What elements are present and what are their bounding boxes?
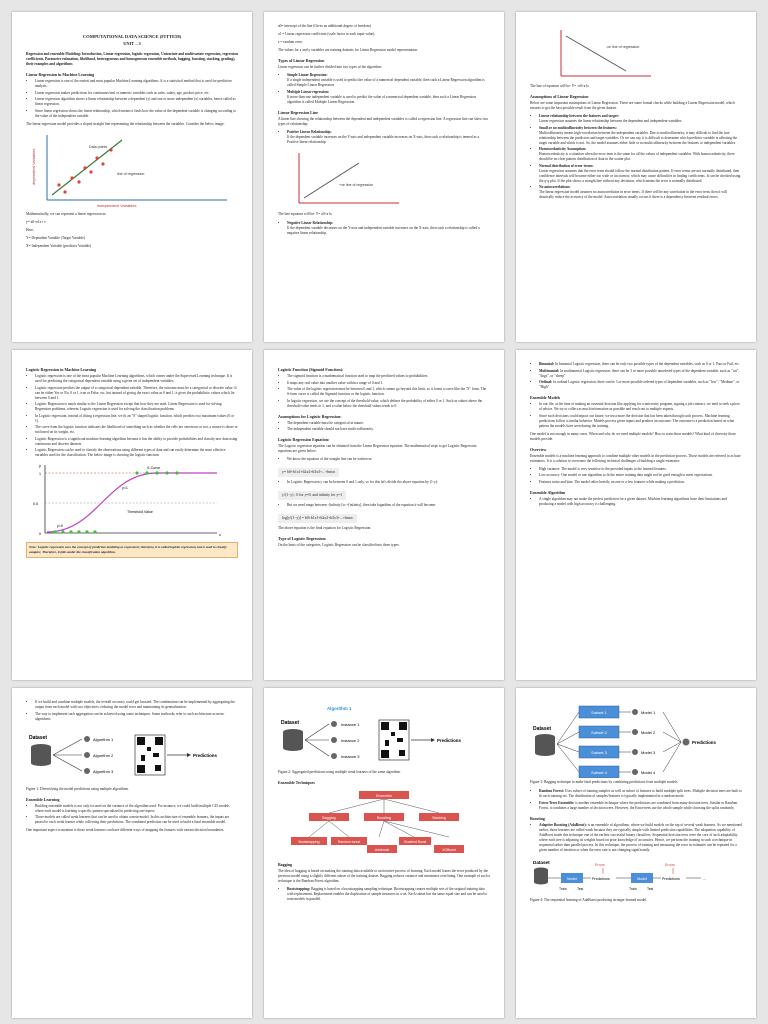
formula: log[y/(1−y)] = b0+b1x1+b2x2+b3x3+...+bnxn: [278, 514, 357, 523]
paragraph: Ensemble models is a machine learning approach to combine multiple other models in the prediction process. Those models are referred to as base estimators. It is a solution to overcome the following technical challenges of building a single estimator:: [530, 453, 741, 463]
list-item: • We know the equation of the straight line can be written as:: [287, 457, 490, 462]
list-item: [287, 887, 490, 902]
figure-caption: The line equation will be: Y= a0+a1x: [278, 211, 332, 216]
dataset-label: Dataset: [281, 720, 300, 726]
algorithm-label: Algorithm 3: [93, 768, 114, 774]
item-text: Homoscedasticity is a situation when the error term is the same for all the values of independent variables. With homoscedasticity, there should be no clear pattern distribution of data in the scatter plot.: [539, 152, 735, 161]
list-item: • Low accuracy: One model or one algorithm to fit the entire training data might not be good enough to meet expectations.: [539, 473, 742, 478]
list-item: [539, 114, 742, 124]
predictions-label: Predictions: [592, 876, 610, 881]
paragraph: Below are some important assumptions of Linear Regression. These are some formal checks while building a Linear Regression model, which ensures to get the best possible result from the given dataset.: [530, 101, 735, 110]
page-7: [12, 688, 252, 1018]
axis-label-x: independent Variables: [97, 202, 137, 208]
list-item: • Logistic Regression can be used to classify the observations using different types of data and can easily determine the most effective variables used for the classification. The below image is showing the logistic function:: [35, 448, 238, 458]
algorithm-label: Algorithm 1: [93, 736, 114, 742]
paragraph: Linear regression can be further divided into two types of the algorithm:: [278, 65, 382, 69]
paragraph: The idea of bagging is based on making the training data available to an iterative process of learning. Each model learns the error produced by the previous model using a slightly different subset of the training dataset. Bagging reduces variance and minimizes overfitting. One example of such a technique is the Random Forest algorithm.: [278, 869, 491, 883]
gear-icon: [331, 737, 337, 743]
item-text: Multicollinearity means high-correlation between the independent variables. Due to multicollinearity, it may difficult to find the true relationship between the predictors and target variables. Or we can say, it is difficult to determine which predictor variable is affecting the target variable and which is not. So, the model assumes either little or no multicollinearity between the features or independent variables.: [539, 130, 738, 145]
figure-label: -ve line of regression: [606, 45, 640, 49]
train-label: Train: [559, 886, 567, 891]
list-item: • Linear regression is one of the easiest and most popular Machine Learning algorithms. It is a statistical method that is used for predictive analysis.: [35, 79, 238, 89]
multiple-instances-figure: [278, 702, 490, 768]
item-title: Homoscedasticity Assumption:: [539, 147, 587, 151]
item-text: If a single independent variable is used to predict the value of a numerical dependent variable, then such a Linear Regression algorithm is called Simple Linear Regression.: [287, 78, 485, 87]
item-text: If more than one independent variable is used to predict the value of a numerical dependent variable, then such a Linear Regression algorithm is called Multiple Linear Regression.: [287, 94, 477, 104]
page-3: [516, 12, 756, 342]
database-icon: [534, 867, 548, 884]
item-title: Multiple Linear regression:: [287, 89, 330, 94]
item-text: is another ensemble technique where the predictions are combined from many decision trees. Similar to Random Forest, it combines a large number of decision trees. However, the Extra-trees use the whole sample while choosing the splits randomly.: [539, 800, 738, 810]
list-item: [539, 823, 742, 853]
adaboost-figure: [530, 856, 742, 896]
item-text: If the dependent variable decreases on the Y-axis and independent variable increases on the X-axis, then such a relationship is called a negative linear relationship.: [287, 225, 480, 235]
item-title: Negative Linear Relationship:: [287, 220, 334, 225]
list-item: [539, 362, 742, 367]
tick-label: 1: [39, 472, 41, 476]
tick-label: 0: [39, 532, 41, 536]
paragraph: On the basis of the categories, Logistic Regression can be classified into three types:: [278, 543, 400, 547]
instance-label: Instance 3: [341, 754, 360, 759]
model-label: Model 4: [641, 770, 656, 775]
note-box: Note: Logistic regression uses the concept of predictive modeling as regression; therefore, it is called logistic regression, but is used to classify samples; Therefore, it falls under the classification algorithm.: [26, 542, 238, 558]
bullet-list: [278, 887, 490, 902]
model-label: Model: [637, 876, 647, 881]
positive-regression-figure: [278, 148, 490, 210]
section-heading: Ensemble Techniques: [278, 780, 315, 785]
list-item: • High variance: The model is very sensitive to the provided inputs to the learned features.: [539, 467, 742, 472]
regression-line-label: line of regression: [117, 171, 145, 176]
item-title: Positive Linear Relationship:: [287, 129, 332, 134]
list-item: [539, 164, 742, 184]
list-item: [539, 369, 742, 379]
item-title: Multinomial:: [539, 368, 560, 373]
item-title: Bootstrapping:: [287, 887, 311, 891]
axis-label-x: x: [219, 532, 221, 537]
definition: Y= Dependent Variable (Target Variable): [26, 235, 86, 240]
sigmoid-figure: [26, 461, 238, 539]
section-heading: Assumptions for Logistic Regression:: [278, 413, 342, 419]
bullet-list: [530, 497, 742, 507]
section-heading: Logistic Regression Equation:: [278, 437, 330, 442]
curve-label: Threshold Value: [127, 510, 153, 514]
gear-icon: [84, 736, 90, 742]
bullet-list: [530, 789, 742, 811]
bullet-list: [26, 79, 238, 119]
item-text: Linear regression assumes the linear relationship between the dependent and independent variables.: [539, 119, 683, 123]
negative-regression-figure: [530, 26, 742, 82]
page-8: [264, 688, 504, 1018]
data-points-label: Data points: [89, 144, 108, 149]
list-item: • Building ensemble models is not only focused on the variance of the algorithm used. For instance, we could build multiple C45 models where each model is learning a specific pattern specialized in predicting one aspect.: [35, 804, 238, 814]
section-heading: Types of Linear Regression: [278, 58, 325, 63]
bullet-list: [278, 480, 490, 485]
definition: X= Independent Variable (predictor Variable): [26, 243, 92, 248]
section-heading: Linear Regression in Machine Learning: [26, 72, 95, 77]
paragraph: Here,: [26, 227, 34, 232]
test-label: Test: [647, 886, 654, 891]
page-4: [12, 350, 252, 680]
section-heading: Linear Regression Line: [278, 109, 318, 115]
gear-icon: [632, 709, 638, 715]
list-item: • The independent variable should not have multi-collinearity.: [287, 427, 490, 432]
bullet-list: [530, 362, 742, 390]
subset-label: Subset 3: [591, 750, 607, 755]
figure-caption: Figure 1: Diversifying the model predictions using multiple algorithms.: [26, 786, 129, 791]
figure-caption: Figure 4: The sequential learning of AdaBoost producing stronger learned model.: [530, 897, 648, 902]
test-label: Test: [577, 886, 584, 891]
list-item: • A single algorithm may not make the perfect prediction for a given dataset. Machine learning algorithms have their limitations and producing a model with high accuracy is challenging.: [539, 497, 742, 507]
curve-label: S-Curve: [147, 466, 161, 470]
model-label: Model 2: [641, 730, 656, 735]
curve-label: y=0: [57, 524, 63, 528]
database-icon: [31, 744, 51, 766]
errors-label: Errors: [595, 862, 605, 867]
section-heading: Type of Logistic Regression:: [278, 536, 327, 541]
figure-caption: The line of equation will be: Y= -a0+a1x: [530, 84, 589, 88]
database-icon: [283, 729, 303, 751]
instance-label: Instance 1: [341, 722, 360, 727]
list-item: • The curve from the logistic function indicates the likelihood of something such as whether the cells are cancerous or not, a mouse is obese or not based on its weight, etc.: [35, 425, 238, 435]
tree-node-label: Gradient Boost: [403, 840, 427, 844]
section-heading: Overview: [530, 446, 547, 452]
qr-pattern-icon: [379, 720, 409, 760]
figure-caption: Figure 2: Aggregated predictions using multiple weak learners of the same algorithm.: [278, 770, 401, 774]
definition: a1 = Linear regression coefficient (scale factor to each input value).: [278, 32, 376, 36]
list-item: [287, 90, 490, 105]
list-item: • Those models are called weak learners that can be used to obtain a meta-model. In this architecture of ensemble learners, the inputs are passed to each weak learner while collecting their predictions. The combined prediction can be used to build a final ensemble model.: [35, 815, 238, 825]
bullet-list: [530, 467, 742, 485]
list-item: [539, 801, 742, 811]
tree-node-label: Random forest: [337, 840, 361, 844]
paragraph: The values for x and y variables are training datasets for Linear Regression model representation.: [278, 48, 419, 52]
list-item: [539, 126, 742, 146]
bullet-list: [278, 130, 490, 145]
list-item: • But we need range between -[infinity] to +[infinity], then take logarithm of the equation it will become:: [287, 503, 490, 508]
list-item: [539, 380, 742, 390]
list-item: • In our life, at the time of making an essential decision like applying for a university program, signing a job contract, we tend to seek a piece of advice. We try to collect as much information as possible and reach out to multiple experts.: [539, 402, 742, 412]
paragraph: Mathematically, we can represent a linear regression as:: [26, 211, 107, 216]
item-title: Adaptive Boosting (AdaBoost):: [539, 822, 587, 827]
paragraph: One important aspect to mention is those weak learners can have different ways of mapping the features with variant decision boundaries.: [26, 828, 225, 832]
tree-node-label: Stacking: [432, 816, 446, 820]
list-item: • Features noise and bias: The model relies heavily on one or a few features while making a prediction.: [539, 480, 742, 485]
list-item: • Logistic regression is one of the most popular Machine Learning algorithms, which comes under the Supervised Learning technique. It is used for predicting the categorical dependent variable using a given set of independent variables.: [35, 374, 238, 384]
tree-node-label: XGBoost: [442, 848, 456, 852]
database-icon: [535, 734, 555, 756]
item-title: Linear relationship between the features and target:: [539, 114, 619, 118]
qr-pattern-icon: [135, 735, 165, 775]
tree-node-label: Boosting: [377, 816, 391, 820]
section-heading: Boosting: [530, 815, 545, 821]
list-item: • If we build and combine multiple models, the overall accuracy could get boosted. The combination can be implemented by aggregating the output from each model with two objectives: reducing the model error and maintaining its generalization.: [35, 700, 238, 710]
algorithm-label: Algorithm 2: [93, 752, 114, 758]
list-item: [287, 130, 490, 145]
subset-label: Subset 1: [591, 710, 607, 715]
bullet-list: [26, 374, 238, 458]
list-item: • Since linear regression shows the linear relationship, which means it finds how the value of the dependent variable is changing according to the value of the independent variable.: [35, 109, 238, 119]
list-item: • The dependent variable must be categorical in nature.: [287, 421, 490, 426]
bullet-list: [530, 114, 742, 200]
figure-caption: Figure 3: Bagging technique to make final predictions by combining predictions from multiple models.: [530, 780, 679, 784]
item-title: Normal distribution of error terms:: [539, 163, 594, 168]
item-text: In multinomial Logistic regression, there can be 3 or more possible unordered types of the dependent variable, such as "cat", "dogs", or "sheep": [539, 368, 740, 378]
list-item: • Linear regression makes predictions for continuous/real or numeric variables such as sales, salary, age, product price, etc.: [35, 91, 238, 96]
list-item: • It maps any real value into another value within a range of 0 and 1.: [287, 381, 490, 386]
bagging-figure: [530, 702, 742, 778]
formula: y= b0+b1x1+b2x2+b3x3+...+bnxn: [278, 468, 339, 477]
paragraph: The Logistic regression equation can be obtained from the Linear Regression equation. The mathematical steps to get Logistic Regression equations are given below:: [278, 444, 477, 453]
multiple-algorithms-figure: [26, 725, 238, 785]
list-item: • Logistic regression predicts the output of a categorical dependent variable. Therefore, the outcome must be a categorical or discrete value. It can be either Yes or No, 0 or 1, true or False, etc. but instead of giving the exact value as 0 and 1, it gives the probabilistic values which lie between 0 and 1.: [35, 386, 238, 401]
list-item: [539, 789, 742, 799]
gear-icon: [331, 721, 337, 727]
axis-label-y: y: [39, 463, 41, 468]
list-item: [539, 147, 742, 162]
list-item: • Linear regression algorithm shows a linear relationship between a dependent (y) and one or more independent (x) variables, hence called as linear regression.: [35, 97, 238, 107]
list-item: [539, 185, 742, 200]
curve-label: y=1: [122, 486, 128, 490]
item-title: No autocorrelations:: [539, 185, 571, 189]
dataset-label: Dataset: [29, 734, 48, 741]
instance-label: Instance 2: [341, 738, 360, 743]
gear-icon: [632, 729, 638, 735]
bullet-list: [278, 374, 490, 409]
subset-label: Subset 4: [591, 770, 607, 775]
linear-regression-figure: [26, 130, 238, 210]
list-item: [287, 73, 490, 88]
list-item: [287, 221, 490, 236]
algorithm-label: Algorithm 1: [327, 706, 352, 711]
item-text: is an ensemble of algorithms, where we build models on the top of several weak learners. As we mentioned earlier, those learners are called weak because they are typically simple with limited prediction capabilities. The adaptation capability of AdaBoost made this technique one of the earliest successful binary classifiers. Sequential decision trees were the core of such adaptability where each tree is adjusting its weights based on prior knowledge of accuracies. Hence, we perform the training in such a technique in sequential rather than parallel process. In this technique, the process of training and measuring the error in estimates can be repeated for a given number of iteration or when the error rate is not changing significantly.: [539, 822, 742, 852]
ellipsis-label: ...: [703, 875, 707, 881]
list-item: • In Logistic Regression y can be between 0 and 1 only, so for this let's divide the above equation by (1-y):: [287, 480, 490, 485]
errors-label: Errors: [665, 862, 675, 867]
item-text: In ordinal Logistic regression, there can be 3 or more possible ordered types of dependent variables, such as "low", "Medium", or "High".: [539, 380, 740, 389]
section-heading: Logistic Regression in Machine Learning: [26, 367, 97, 372]
list-item: • In logistic regression, we use the concept of the threshold value, which defines the probability of either 0 or 1. Such as values above the threshold value tends to 1, and a value below the threshold values tends to 0.: [287, 399, 490, 409]
document-title: COMPUTATIONAL DATA SCIENCE (FITTE58): [82, 34, 182, 39]
tree-node-label: Bagging: [322, 816, 336, 820]
section-heading: Assumptions of Linear Regression: [530, 94, 589, 99]
predictions-label: Predictions: [662, 876, 680, 881]
page-5: [264, 350, 504, 680]
bullet-list: [278, 73, 490, 105]
gear-icon: [683, 739, 690, 746]
list-item: • The value of the logistic regression must be between 0 and 1, which cannot go beyond this limit, so it forms a curve like the "S" form. The S-form curve is called the Sigmoid function or the logistic function.: [287, 387, 490, 397]
item-text: Linear regression assumes that the error term should follow the normal distribution pattern. If error terms are not normally distributed, then confidence intervals will become either too wide or too narrow, which may cause difficulties in finding coefficients. It can be checked using the q-q plot. If the plot shows a straight line without any deviation, which means the error is normally distributed.: [539, 168, 741, 183]
list-item: • Logistic Regression is a significant machine learning algorithm because it has the ability to provide probabilities and classify new data using continuous and discrete datasets.: [35, 437, 238, 447]
tree-node-label: Bootstrapping: [298, 840, 320, 844]
list-item: • Logistic Regression is much similar to the Linear Regression except that how they are used. Linear Regression is used for solving Regression problems, whereas Logistic regression is used for solving the classification problems.: [35, 402, 238, 412]
item-title: Extra-Trees Ensemble:: [539, 800, 575, 805]
paragraph: A linear line showing the relationship between the dependent and independent variables is called a regression line. A regression line can show two types of relationship:: [278, 116, 489, 126]
bullet-list: [26, 804, 238, 826]
item-title: Binomial:: [539, 362, 555, 366]
item-text: In binomial Logistic regression, there can be only two possible types of the dependent variables, such as 0 or 1, Pass or Fail, etc.: [555, 362, 740, 366]
bullet-list: [530, 402, 742, 429]
unit-intro: Regression and ensemble Modeling: Introduction, Linear regression, logistic regression, Univariate and multivariate regression, regression coefficients, Parameter estimation, likelihood, heterogeneous and homogeneous ensemble methods, bagging, boosting, stacking, grading), their examples and algorithms: [26, 52, 238, 66]
page-6: [516, 350, 756, 680]
subset-label: Subset 2: [591, 730, 607, 735]
section-heading: Bagging: [278, 862, 293, 867]
gear-icon: [84, 768, 90, 774]
tree-node-label: Adaboost: [374, 848, 390, 852]
page-1: [12, 12, 252, 342]
tree-node-label: Ensemble: [376, 794, 392, 798]
dataset-label: Dataset: [533, 726, 552, 732]
item-text: The linear regression model assumes no autocorrelation in error terms. If there will be any correlation in the error term, then it will drastically reduce the accuracy of the model. Autocorrelation usually occurs if there is a dependency between residual errors.: [539, 190, 728, 199]
gear-icon: [331, 753, 337, 759]
section-heading: Ensemble Algorithm: [530, 489, 566, 495]
list-item: • In Logistic regression, instead of fitting a regression line, we fit an "S" shaped logistic function, which predicts two maximum values (0 or 1).: [35, 414, 238, 424]
section-heading: Ensemble Models: [530, 395, 561, 400]
item-text: Bagging is based on a bootstrapping sampling technique. Bootstrapping creates multiple sets of the original training data with replacement. Replacement enables the duplication of sample instances in a set. Each subset has the same equal size and can be used to train models in parallel.: [287, 887, 488, 901]
model-label: Model 3: [641, 750, 656, 755]
bullet-list: [278, 457, 490, 462]
page-2: [264, 12, 504, 342]
definition: a0= intercept of the line (Gives an additional degree of freedom): [278, 24, 371, 28]
dataset-label: Dataset: [533, 859, 550, 865]
figure-label: +ve line of regression: [339, 182, 374, 187]
list-item: • The way to implement such aggregation can be achieved using some techniques. Some textbooks refer to such architecture as meta-algorithms.: [35, 712, 238, 722]
predictions-label: Predictions: [692, 740, 716, 745]
bullet-list: [278, 503, 490, 508]
list-item: • The sigmoid function is a mathematical function used to map the predicted values to probabilities.: [287, 374, 490, 379]
bullet-list: [530, 823, 742, 853]
train-label: Train: [629, 886, 637, 891]
gear-icon: [632, 749, 638, 755]
model-label: Model 1: [641, 710, 656, 715]
tick-label: 0.5: [33, 502, 38, 506]
item-title: Simple Linear Regression:: [287, 73, 328, 77]
unit-title: UNIT – 3: [123, 41, 141, 46]
formula: y/(1−y) ; 0 for y=0, and infinity for y=1: [278, 491, 346, 500]
paragraph: The above equation is the final equation for Logistic Regression.: [278, 526, 372, 530]
bullet-list: [278, 221, 490, 236]
section-heading: Ensemble Learning: [26, 796, 60, 802]
list-item: • Since such decisions could impact our future, we trust more the decision that has been taken through such process. Machine learning predictions follow a similar behavior. Models process given inputs and produce an outcome. The outcome is a prediction based on what pattern the models have seen during the training.: [539, 414, 742, 429]
axis-label-y: dependent Variables: [31, 148, 36, 185]
paragraph: The linear regression model provides a sloped straight line representing the relationship between the variables. Consider the below image:: [26, 121, 225, 126]
predictions-label: Predictions: [437, 738, 461, 743]
gear-icon: [632, 769, 638, 775]
section-heading: Logistic Function (Sigmoid Function):: [278, 367, 344, 372]
item-title: Random Forest:: [539, 789, 564, 793]
item-title: Ordinal:: [539, 380, 553, 384]
model-label: Model: [567, 876, 577, 881]
equation: y= a0+a1x+ ε: [26, 219, 46, 224]
bullet-list: [278, 421, 490, 433]
item-title: Small or no multicollinearity between the features:: [539, 125, 617, 130]
item-text: If the dependent variable increases on the Y-axis and independent variable increases on X-axis, then such a relationship is termed as a Positive linear relationship.: [287, 134, 480, 144]
ensemble-techniques-tree: [278, 787, 490, 857]
item-text: Uses subset of training samples as well as subset of features to build multiple split trees. Multiple decision trees are built to fit each training set. The distribution of samples/features is typically implemented in a random mode.: [539, 789, 742, 798]
definition: ε = random error: [278, 40, 303, 44]
bullet-list: [26, 700, 238, 722]
gear-icon: [84, 752, 90, 758]
paragraph: One model is not enough in many cases. When and why do we need multiple models? How to train those models? What kind of diversity those models provide.: [530, 431, 736, 441]
page-9: [516, 688, 756, 1018]
predictions-label: Predictions: [193, 752, 217, 758]
